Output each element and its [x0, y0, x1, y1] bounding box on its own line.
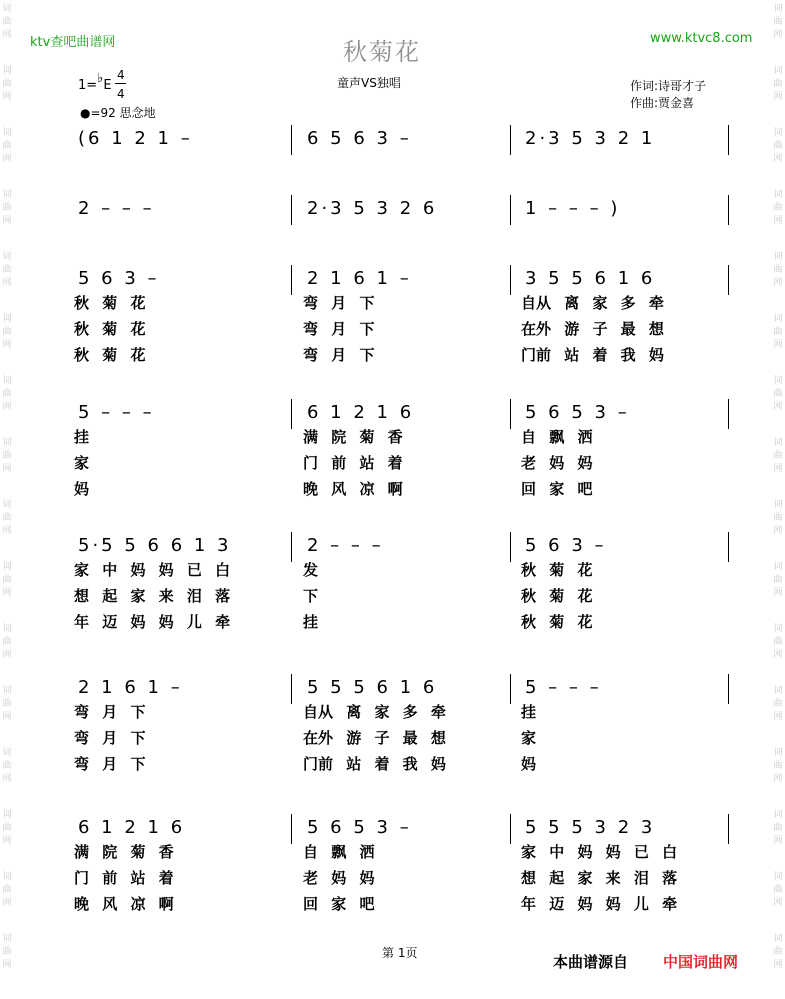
- watermark-char: 曲: [773, 637, 783, 647]
- lyric-text: 秋 菊 花: [521, 561, 593, 579]
- measure-notes: 5 5 5 3 2 3: [525, 817, 656, 838]
- watermark-char: 曲: [773, 203, 783, 213]
- bar-line: [510, 265, 511, 295]
- watermark-char: 词: [2, 934, 12, 944]
- watermark-char: 曲: [2, 637, 12, 647]
- watermark-char: 曲: [773, 761, 783, 771]
- song-subtitle: 童声VS独唱: [337, 76, 401, 90]
- lyric-text: 弯 月 下: [303, 320, 375, 338]
- watermark-char: 词: [2, 624, 12, 634]
- watermark-char: 曲: [773, 17, 783, 27]
- measure-notes: 6 1 2 1 6: [307, 402, 415, 423]
- measure-notes: 2·3 5 3 2 1: [525, 128, 656, 149]
- watermark-char: 词: [773, 810, 783, 820]
- watermark-char: 词: [2, 748, 12, 758]
- lyric-text: 自从 离 家 多 牵: [303, 703, 446, 721]
- watermark-char: 词: [2, 128, 12, 138]
- watermark-char: 词: [773, 128, 783, 138]
- watermark-char: 曲: [773, 947, 783, 957]
- lyric-text: 老 妈 妈: [521, 454, 593, 472]
- watermark-char: 词: [2, 500, 12, 510]
- measure-notes: 5 6 3 –: [78, 268, 160, 289]
- measure-notes: 5·5 5 6 6 1 3: [78, 535, 232, 556]
- watermark-char: 网: [773, 340, 783, 350]
- bar-line: [728, 532, 729, 562]
- watermark-char: 曲: [773, 451, 783, 461]
- watermark-char: 网: [2, 712, 12, 722]
- watermark-char: 词: [773, 686, 783, 696]
- watermark-char: 曲: [2, 203, 12, 213]
- lyric-text: 妈: [521, 755, 537, 773]
- watermark-char: 曲: [2, 141, 12, 151]
- lyric-text: 在外 游 子 最 想: [521, 320, 664, 338]
- watermark-char: 网: [2, 92, 12, 102]
- watermark-char: 曲: [2, 513, 12, 523]
- watermark-char: 网: [773, 774, 783, 784]
- expression-mark: 思念地: [119, 106, 156, 120]
- left-watermark-strip: [0, 0, 14, 999]
- watermark-char: 曲: [773, 389, 783, 399]
- watermark-char: 词: [2, 376, 12, 386]
- watermark-char: 词: [2, 562, 12, 572]
- watermark-char: 词: [2, 314, 12, 324]
- watermark-char: 曲: [2, 885, 12, 895]
- lyric-text: 老 妈 妈: [303, 869, 375, 887]
- lyric-text: 秋 菊 花: [521, 613, 593, 631]
- watermark-char: 曲: [2, 699, 12, 709]
- quarter-note-icon: ●: [80, 106, 91, 120]
- bar-line: [510, 125, 511, 155]
- lyric-text: 妈: [74, 480, 90, 498]
- watermark-char: 曲: [773, 141, 783, 151]
- bar-line: [728, 674, 729, 704]
- watermark-char: 网: [2, 340, 12, 350]
- watermark-char: 词: [773, 190, 783, 200]
- watermark-char: 曲: [2, 575, 12, 585]
- measure-notes: 5 6 5 3 –: [307, 817, 412, 838]
- watermark-char: 网: [773, 836, 783, 846]
- watermark-char: 词: [773, 624, 783, 634]
- lyric-text: 秋 菊 花: [74, 320, 146, 338]
- measure-notes: 3 5 5 6 1 6: [525, 268, 656, 289]
- lyric-text: 回 家 吧: [303, 895, 375, 913]
- watermark-char: 词: [773, 748, 783, 758]
- watermark-char: 曲: [773, 575, 783, 585]
- watermark-char: 词: [2, 810, 12, 820]
- watermark-char: 网: [2, 836, 12, 846]
- measure-notes: 2 – – –: [307, 535, 384, 556]
- key-signature: [78, 71, 112, 93]
- watermark-char: 网: [773, 588, 783, 598]
- watermark-char: 词: [2, 66, 12, 76]
- watermark-char: 词: [773, 500, 783, 510]
- lyric-text: 想 起 家 来 泪 落: [74, 587, 231, 605]
- watermark-char: 网: [773, 402, 783, 412]
- measure-notes: 5 6 5 3 –: [525, 402, 630, 423]
- tempo-marking: [80, 104, 156, 121]
- key-prefix: 1=: [78, 78, 98, 93]
- watermark-char: 网: [773, 92, 783, 102]
- watermark-char: 网: [2, 154, 12, 164]
- measure-notes: 5 – – –: [78, 402, 155, 423]
- watermark-char: 网: [773, 960, 783, 970]
- measure-notes: 2 – – –: [78, 198, 155, 219]
- bar-line: [728, 125, 729, 155]
- lyric-text: 家 中 妈 妈 已 白: [74, 561, 231, 579]
- measure-notes: 5 – – –: [525, 677, 602, 698]
- lyric-text: 弯 月 下: [303, 346, 375, 364]
- watermark-char: 曲: [2, 451, 12, 461]
- bar-line: [291, 532, 292, 562]
- watermark-char: 词: [773, 252, 783, 262]
- lyric-text: 在外 游 子 最 想: [303, 729, 446, 747]
- lyric-text: 满 院 菊 香: [303, 428, 403, 446]
- watermark-char: 词: [773, 934, 783, 944]
- measure-notes: 5 6 3 –: [525, 535, 607, 556]
- watermark-char: 网: [2, 960, 12, 970]
- watermark-char: 曲: [2, 327, 12, 337]
- lyric-text: 秋 菊 花: [521, 587, 593, 605]
- watermark-char: 词: [773, 562, 783, 572]
- source-site-link[interactable]: 中国词曲网: [663, 953, 739, 971]
- time-signature-line: [115, 83, 126, 84]
- bar-line: [510, 532, 511, 562]
- watermark-char: 曲: [2, 17, 12, 27]
- watermark-char: 曲: [2, 79, 12, 89]
- watermark-char: 词: [773, 376, 783, 386]
- watermark-char: 网: [2, 216, 12, 226]
- lyric-text: 年 迈 妈 妈 儿 牵: [521, 895, 678, 913]
- watermark-char: 网: [2, 278, 12, 288]
- lyric-text: 门前 站 着 我 妈: [303, 755, 446, 773]
- watermark-char: 网: [773, 216, 783, 226]
- lyric-text: 家 中 妈 妈 已 白: [521, 843, 678, 861]
- song-title: 秋菊花: [343, 38, 421, 66]
- lyric-text: 弯 月 下: [74, 703, 146, 721]
- watermark-char: 网: [773, 30, 783, 40]
- watermark-char: 词: [2, 4, 12, 14]
- bar-line: [291, 399, 292, 429]
- lyric-text: 回 家 吧: [521, 480, 593, 498]
- lyric-text: 门 前 站 着: [303, 454, 403, 472]
- lyric-text: 发: [303, 561, 319, 579]
- bar-line: [728, 399, 729, 429]
- time-signature-bottom: 4: [117, 87, 125, 101]
- watermark-char: 词: [773, 4, 783, 14]
- bar-line: [291, 125, 292, 155]
- lyric-text: 晚 风 凉 啊: [303, 480, 403, 498]
- watermark-char: 词: [2, 190, 12, 200]
- lyric-text: 晚 风 凉 啊: [74, 895, 174, 913]
- measure-notes: 6 5 6 3 –: [307, 128, 412, 149]
- watermark-char: 词: [773, 872, 783, 882]
- bar-line: [291, 195, 292, 225]
- watermark-char: 网: [773, 464, 783, 474]
- watermark-char: 曲: [773, 79, 783, 89]
- measure-notes: 5 5 5 6 1 6: [307, 677, 438, 698]
- tempo-value: =92: [90, 106, 116, 120]
- lyric-text: 弯 月 下: [303, 294, 375, 312]
- watermark-char: 词: [2, 686, 12, 696]
- lyric-text: 家: [74, 454, 90, 472]
- bar-line: [510, 195, 511, 225]
- watermark-char: 曲: [2, 823, 12, 833]
- watermark-char: 网: [773, 526, 783, 536]
- measure-notes: 6 1 2 1 6: [78, 817, 186, 838]
- bar-line: [291, 674, 292, 704]
- watermark-char: 词: [2, 252, 12, 262]
- measure-notes: 2·3 5 3 2 6: [307, 198, 438, 219]
- source-label: 本曲谱源自: [553, 953, 629, 971]
- watermark-char: 网: [2, 402, 12, 412]
- watermark-char: 曲: [2, 265, 12, 275]
- watermark-char: 网: [2, 898, 12, 908]
- watermark-char: 曲: [773, 513, 783, 523]
- watermark-char: 网: [2, 774, 12, 784]
- lyricist-credit: 作词:诗哥才子: [630, 79, 707, 93]
- watermark-char: 词: [773, 66, 783, 76]
- watermark-char: 网: [773, 650, 783, 660]
- bar-line: [728, 265, 729, 295]
- bar-line: [510, 814, 511, 844]
- lyric-text: 自 飘 洒: [521, 428, 593, 446]
- lyric-text: 挂: [521, 703, 537, 721]
- watermark-char: 网: [773, 154, 783, 164]
- site-name-left: ktv查吧曲谱网: [30, 35, 116, 50]
- site-url-right: www.ktvc8.com: [650, 31, 753, 46]
- lyric-text: 满 院 菊 香: [74, 843, 174, 861]
- watermark-char: 网: [2, 650, 12, 660]
- lyric-text: 挂: [303, 613, 319, 631]
- bar-line: [291, 265, 292, 295]
- right-watermark-strip: [771, 0, 785, 999]
- lyric-text: 弯 月 下: [74, 729, 146, 747]
- measure-notes: 2 1 6 1 –: [307, 268, 412, 289]
- watermark-char: 网: [2, 30, 12, 40]
- key-letter: E: [103, 78, 112, 93]
- watermark-char: 词: [2, 438, 12, 448]
- watermark-char: 词: [773, 314, 783, 324]
- page-number: 第 1页: [382, 946, 418, 960]
- key-flat: ♭: [97, 71, 104, 86]
- lyric-text: 家: [521, 729, 537, 747]
- lyric-text: 下: [303, 587, 319, 605]
- bar-line: [728, 814, 729, 844]
- watermark-char: 曲: [773, 699, 783, 709]
- watermark-char: 网: [773, 278, 783, 288]
- watermark-char: 曲: [773, 885, 783, 895]
- bar-line: [291, 814, 292, 844]
- watermark-char: 曲: [773, 327, 783, 337]
- watermark-char: 网: [2, 464, 12, 474]
- lyric-text: 门 前 站 着: [74, 869, 174, 887]
- watermark-char: 曲: [773, 823, 783, 833]
- watermark-char: 网: [773, 712, 783, 722]
- measure-notes: (6 1 2 1 –: [78, 128, 193, 149]
- bar-line: [510, 399, 511, 429]
- composer-credit: 作曲:贾金喜: [630, 96, 695, 110]
- watermark-char: 曲: [2, 947, 12, 957]
- measure-notes: 2 1 6 1 –: [78, 677, 183, 698]
- lyric-text: 弯 月 下: [74, 755, 146, 773]
- lyric-text: 挂: [74, 428, 90, 446]
- watermark-char: 网: [2, 526, 12, 536]
- watermark-char: 曲: [2, 761, 12, 771]
- lyric-text: 门前 站 着 我 妈: [521, 346, 664, 364]
- lyric-text: 年 迈 妈 妈 儿 牵: [74, 613, 231, 631]
- watermark-char: 网: [2, 588, 12, 598]
- watermark-char: 曲: [2, 389, 12, 399]
- lyric-text: 秋 菊 花: [74, 346, 146, 364]
- watermark-char: 曲: [773, 265, 783, 275]
- lyric-text: 自 飘 洒: [303, 843, 375, 861]
- watermark-char: 词: [773, 438, 783, 448]
- bar-line: [510, 674, 511, 704]
- bar-line: [728, 195, 729, 225]
- lyric-text: 秋 菊 花: [74, 294, 146, 312]
- time-signature-top: 4: [117, 68, 125, 82]
- measure-notes: 1 – – – ): [525, 198, 621, 219]
- lyric-text: 想 起 家 来 泪 落: [521, 869, 678, 887]
- lyric-text: 自从 离 家 多 牵: [521, 294, 664, 312]
- watermark-char: 词: [2, 872, 12, 882]
- watermark-char: 网: [773, 898, 783, 908]
